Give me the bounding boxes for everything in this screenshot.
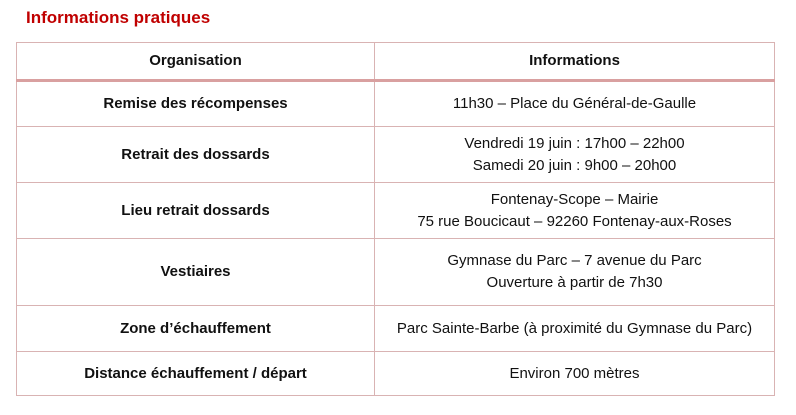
table-row [17,306,775,352]
row-info [375,352,775,396]
info-line: Samedi 20 juin : 9h00 – 20h00 [472,156,677,174]
info-line: 75 rue Boucicaut – 92260 Fontenay-aux-Roses [417,212,732,230]
info-line: 11h30 – Place du Général-de-Gaulle [452,95,697,112]
info-table [16,42,775,396]
header-organisation: Organisation [17,43,375,81]
info-line: Parc Sainte-Barbe (à proximité du Gymnase du Parc) [396,319,753,337]
info-line: Environ 700 mètres [509,364,640,382]
table-row [17,183,775,239]
info-line: Vendredi 19 juin : 17h00 – 22h00 [464,134,685,152]
table-row [17,239,775,306]
row-label: Zone d’échauffement [17,306,375,352]
table-row [17,81,775,127]
table-row [17,127,775,183]
row-info [375,127,775,183]
info-line: Ouverture à partir de 7h30 [486,274,663,291]
row-label: Vestiaires [17,239,375,306]
header-informations: Informations [375,43,775,81]
table-row [17,352,775,396]
info-line: Fontenay-Scope – Mairie [490,190,659,208]
row-info [375,239,775,306]
row-label: Remise des récompenses [17,81,375,127]
page-title: Informations pratiques [26,8,211,27]
row-label: Lieu retrait dossards [17,183,375,239]
row-info [375,306,775,352]
info-line: Gymnase du Parc – 7 avenue du Parc [447,252,702,269]
table-header-row [17,43,775,81]
row-label: Retrait des dossards [17,127,375,183]
row-info [375,81,775,127]
row-label: Distance échauffement / départ [17,352,375,396]
row-info [375,183,775,239]
